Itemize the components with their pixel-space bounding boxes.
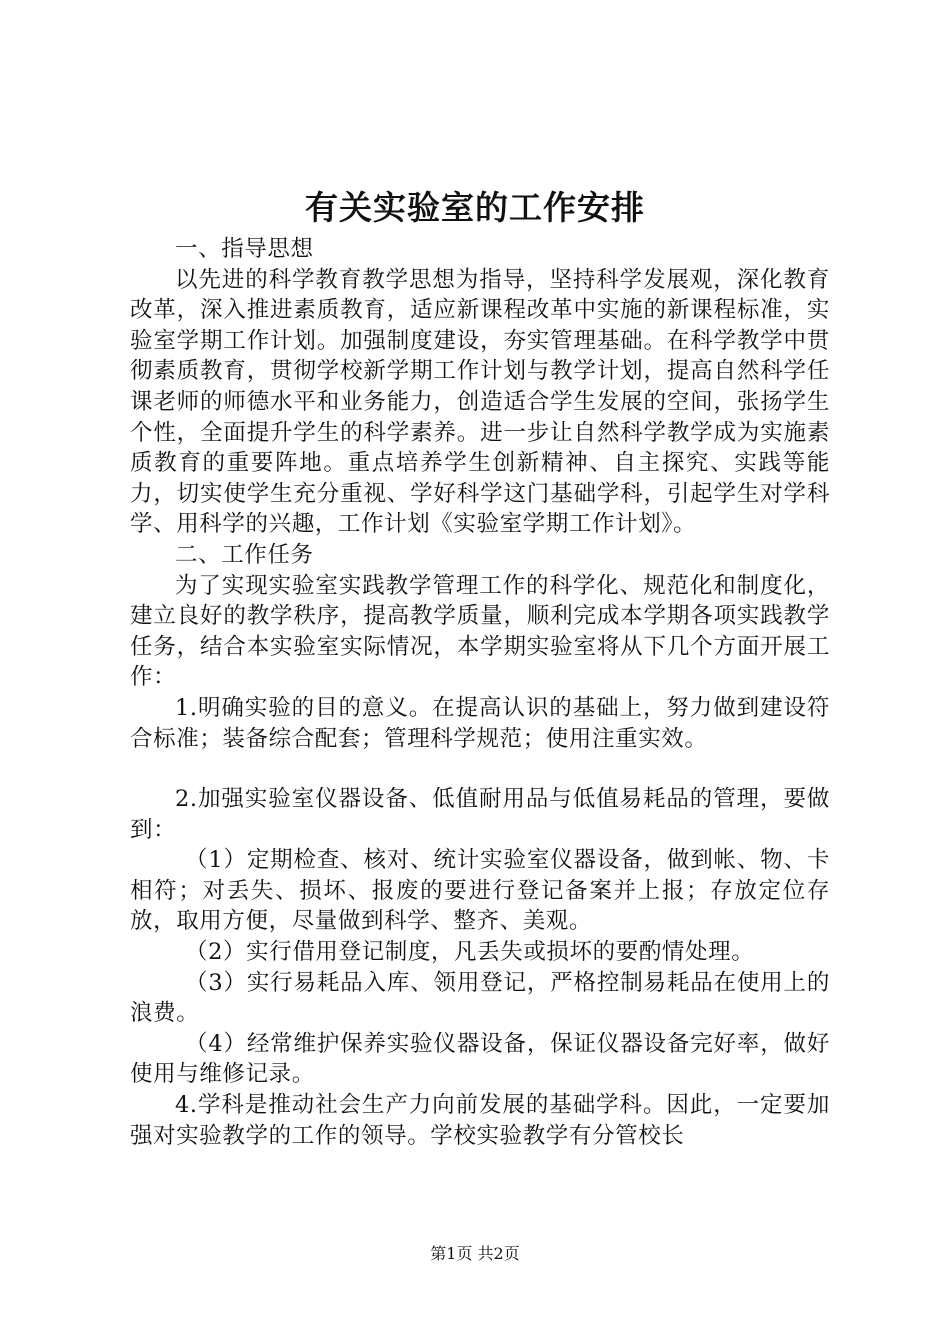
paragraph-subitem-1: （1）定期检查、核对、统计实验室仪器设备，做到帐、物、卡相符；对丢失、损坏、报废的要进行登记备案并上报；存放定位存放，取用方便，尽量做到科学、整齐、美观。 (130, 847, 830, 935)
paragraph-subitem-3: （3）实行易耗品入库、领用登记，严格控制易耗品在使用上的浪费。 (130, 969, 830, 1027)
paragraph-item-4: 4.学科是推动社会生产力向前发展的基础学科。因此，一定要加强对实验教学的工作的领导。学校实验教学有分管校长 (130, 1092, 830, 1149)
section-heading-guiding-thought: 一、指导思想 (175, 236, 314, 262)
paragraph-item-1: 1.明确实验的目的意义。在提高认识的基础上，努力做到建设符合标准；装备综合配套；管理科学规范；使用注重实效。 (130, 694, 830, 752)
section-heading-work-tasks: 二、工作任务 (175, 541, 314, 568)
page-footer: 第1页 共2页 (430, 1244, 520, 1263)
paragraph-guiding-thought: 以先进的科学教育教学思想为指导，坚持科学发展观，深化教育改革，深入推进素质教育，适应新课程改革中实施的新课程标准，实验室学期工作计划。加强制度建设，夯实管理基础。在科学教学中贯彻素质教育，贯彻学校新学期工作计划与教学计划，提高自然科学任课老师的师德水平和业务能力，创造适合学生发展的空间，张扬学生个性，全面提升学生的科学素养。进一步让自然科学教学成为实施素质教育的重要阵地。重点培养学生创新精神、自主探究、实践等能力，切实使学生充分重视、学好科学这门基础学科，引起学生对学科学、用科学的兴趣，工作计划《实验室学期工作计划》。 (130, 266, 830, 538)
paragraph-subitem-4: （4）经常维护保养实验仪器设备，保证仪器设备完好率，做好使用与维修记录。 (130, 1030, 830, 1088)
document-body (130, 234, 830, 1151)
document-title: 有关实验室的工作安排 (305, 188, 645, 227)
paragraph-item-2: 2.加强实验室仪器设备、低值耐用品与低值易耗品的管理，要做到： (130, 786, 830, 843)
paragraph-work-tasks-intro: 为了实现实验室实践教学管理工作的科学化、规范化和制度化，建立良好的教学秩序，提高教学质量，顺利完成本学期各项实践教学任务，结合本实验室实际情况，本学期实验室将从下几个方面开展工作： (130, 572, 830, 691)
paragraph-subitem-2: （2）实行借用登记制度，凡丢失或损坏的要酌情处理。 (185, 939, 755, 966)
blank-line (130, 754, 830, 784)
